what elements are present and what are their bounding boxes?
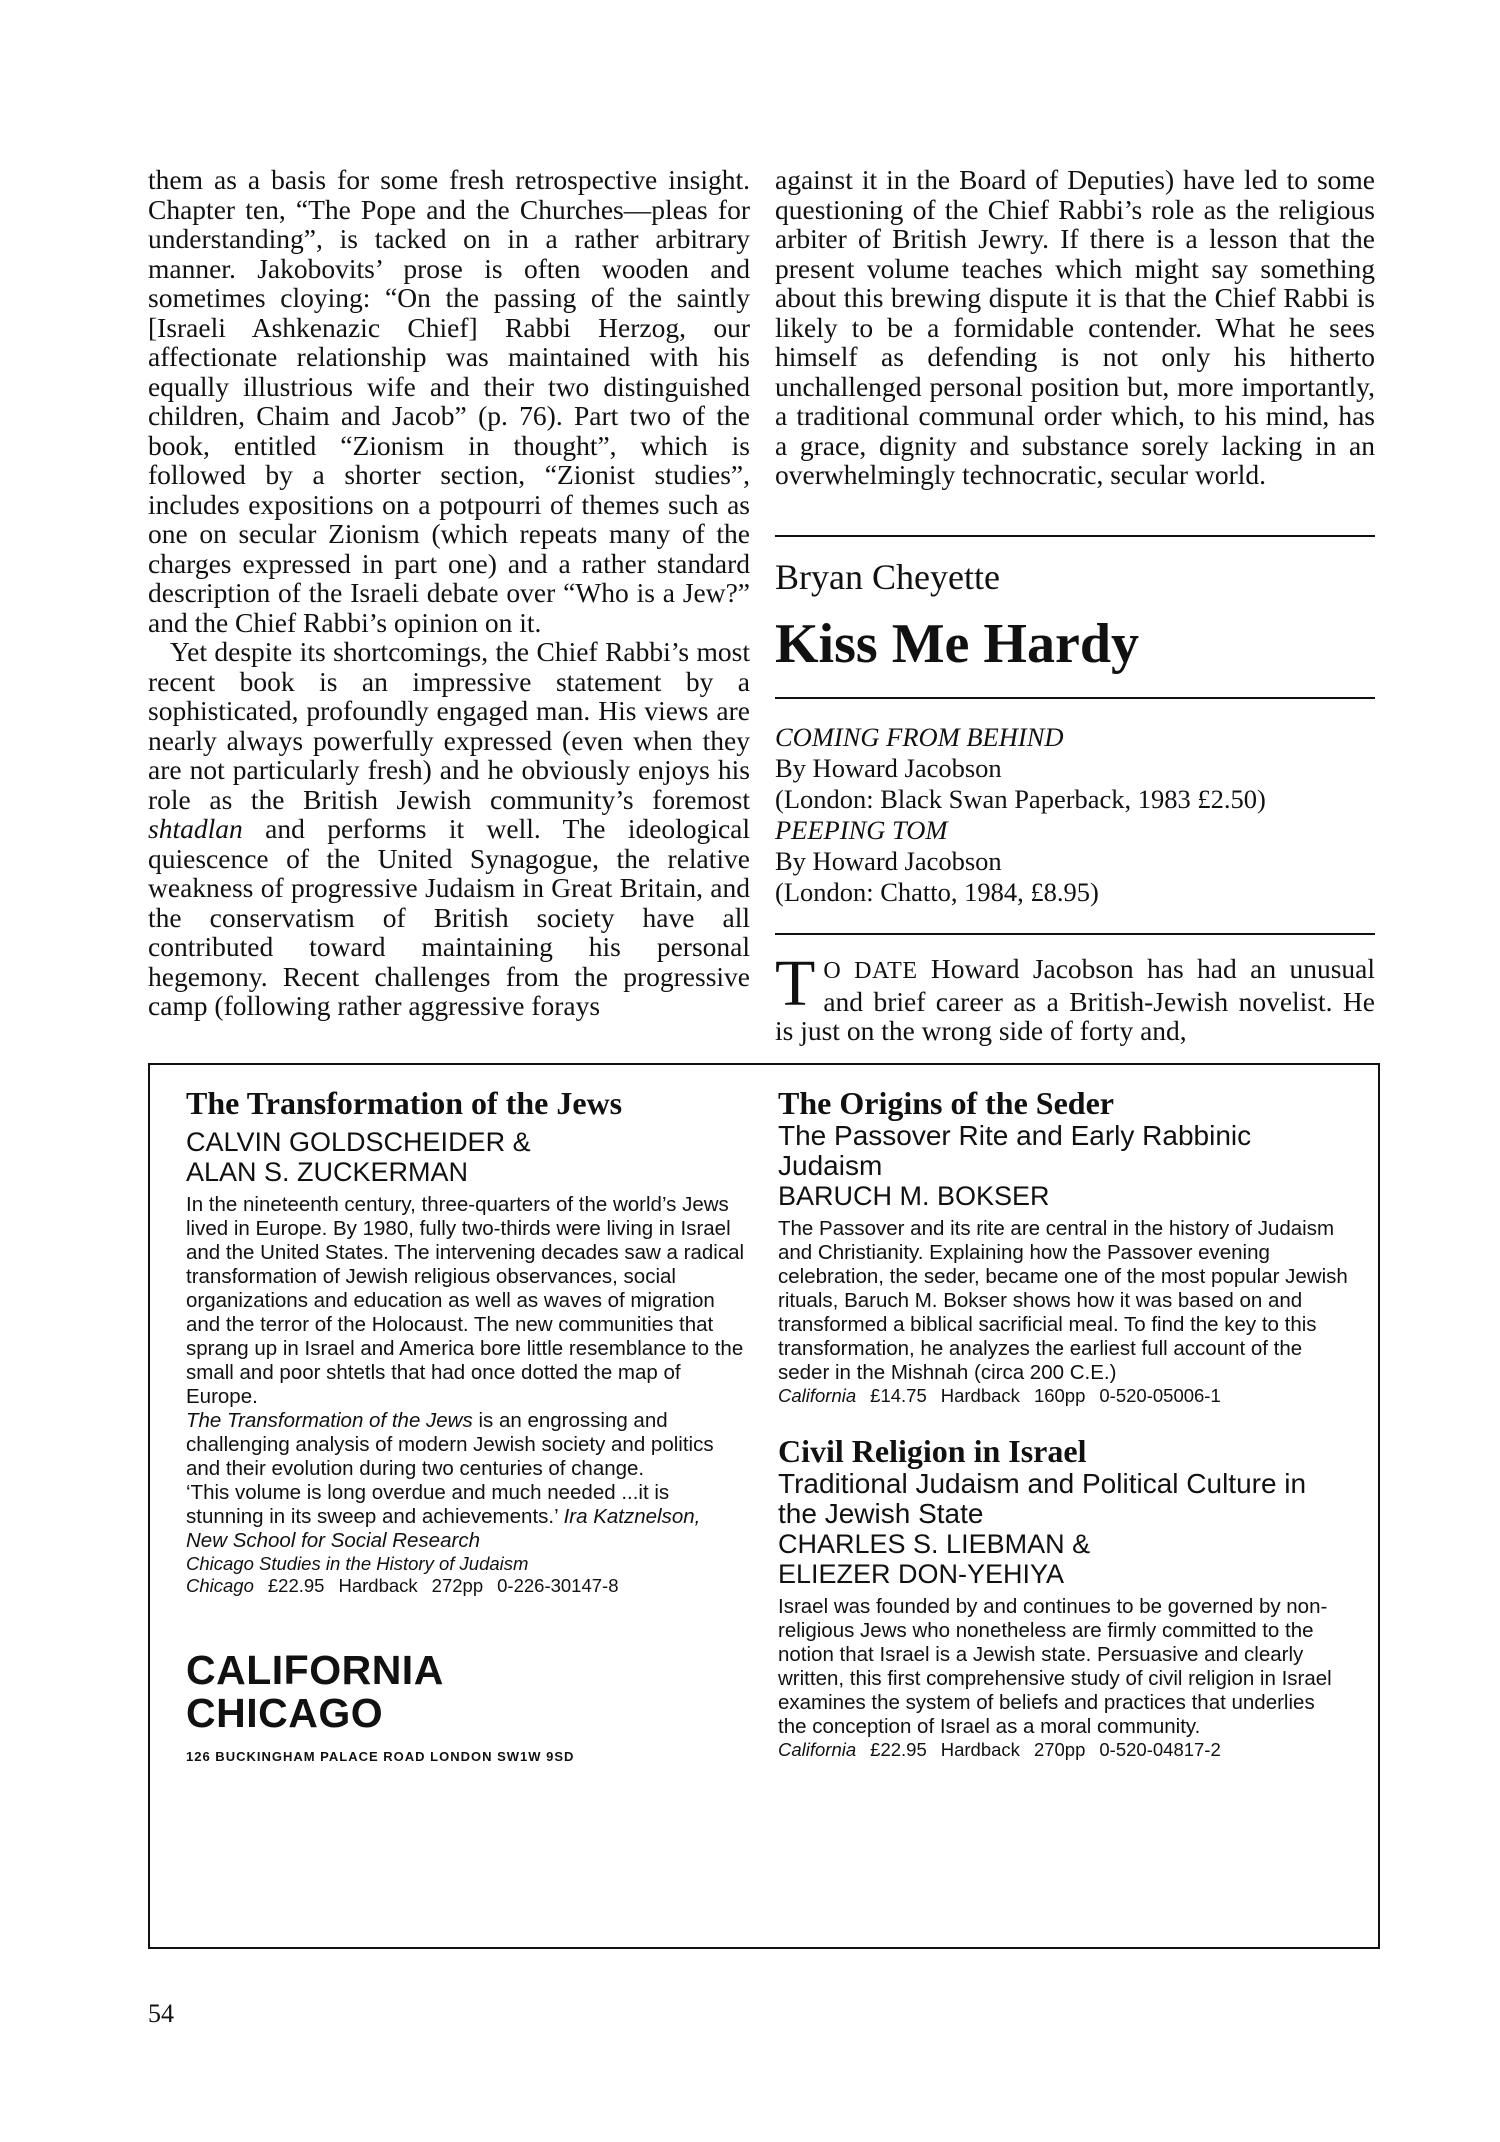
paragraph: against it in the Board of Deputies) have led to some questioning of the Chief Rabbi’s role as the religious arbiter of British Jewry. If there is a lesson that the present volume teaches which might say something about this brewing dispute it is that the Chief Rabbi is likely to be a formidable contender. What he sees himself as defending is not only his hitherto unchallenged personal position but, more importantly, a traditional communal order which, to his mind, has a grace, dignity and substance sorely lacking in an overwhelmingly technocratic, secular world. (775, 164, 1375, 490)
ad-price-line (778, 1385, 1348, 1407)
ad-quote (186, 1481, 746, 1553)
section-divider (775, 535, 1375, 537)
ad-format: Hardback (940, 1739, 1020, 1760)
paragraph (148, 637, 750, 1021)
page-number: 54 (148, 1999, 174, 2028)
ad-book-title: The Transformation of the Jews (186, 1085, 623, 1121)
ad-book-author: CHARLES S. LIEBMAN & (778, 1529, 1091, 1559)
ad-book-author: ELIEZER DON-YEHIYA (778, 1559, 1065, 1589)
publisher-name: CHICAGO (186, 1690, 384, 1736)
ad-book-description: Israel was founded by and continues to be governed by non-religious Jews who nonetheless are firmly committed to the notion that Israel is a Jewish state. Persuasive and clearly written, this first comprehensive study of civil religion in Israel examines the system of beliefs and practices that underlies the conception of Israel as a moral community. (778, 1595, 1332, 1738)
book-publication: (London: Chatto, 1984, £8.95) (775, 877, 1099, 907)
ad-price-line (778, 1739, 1348, 1761)
book-publication: (London: Black Swan Paperback, 1983 £2.50) (775, 784, 1266, 814)
ad-book-author: BARUCH M. BOKSER (778, 1181, 1050, 1211)
ad-pages: 270pp (1033, 1739, 1086, 1760)
ad-book-subtitle: Traditional Judaism and Political Culture in the Jewish State (778, 1468, 1307, 1529)
paragraph: them as a basis for some fresh retrospective insight. Chapter ten, “The Pope and the Churches—pleas for understanding”, is tacked on in a rather arbitrary manner. Jakobovits’ prose is often wooden and sometimes cloying: “On the passing of the saintly [Israeli Ashkenazic Chief] Rabbi Herzog, our affectionate relationship was maintained with his equally illustrious wife and their two distinguished children, Chaim and Jacob” (p. 76). Part two of the book, entitled “Zionism in thought”, which is followed by a shorter section, “Zionist studies”, includes expositions on a potpourri of themes such as one on secular Zionism (which repeats many of the charges expressed in part one) and a rather standard description of the Israeli debate over “Who is a Jew?” and the Chief Rabbi’s opinion on it. (148, 164, 750, 638)
ad-description-text: is an engrossing and challenging analysis of modern Jewish society and politics and their evolution during two centuries of change. (186, 1409, 714, 1480)
drop-cap: T (775, 947, 816, 1020)
ad-pages: 160pp (1033, 1385, 1086, 1406)
paragraph-text: and performs it well. The ideological quiescence of the United Synagogue, the relative weakness of progressive Judaism in Great Britain, and the conservatism of British society have all contributed toward maintaining his personal hegemony. Recent challenges from the progressive camp (following rather aggressive forays (148, 813, 750, 1021)
ad-book-title: The Origins of the Seder (778, 1085, 1114, 1121)
publisher-logo (186, 1649, 746, 1764)
ad-quote-source: Ira Katznelson, New School for Social Research (186, 1505, 701, 1552)
ad-isbn: 0-520-05006-1 (1099, 1385, 1221, 1406)
book-title: COMING FROM BEHIND (775, 722, 1064, 752)
opening-paragraph (775, 947, 1375, 1046)
ad-book-description: The Passover and its rite are central in the history of Judaism and Christianity. Explaining how the Passover evening celebration, the seder, became one of the most popular Jewish rituals, Baruch M. Bokser shows how it was based on and transformed a biblical sacrificial meal. To find the key to this transformation, he analyzes the earliest full account of the seder in the Mishnah (circa 200 C.E.) (778, 1217, 1348, 1384)
ad-format: Hardback (940, 1385, 1020, 1406)
ad-book-subtitle: The Passover Rite and Early Rabbinic Judaism (778, 1120, 1252, 1181)
ad-quote-text: ‘This volume is long overdue and much needed ...it is stunning in its sweep and achievements.’ (186, 1481, 670, 1528)
advertisement (148, 1063, 1380, 1949)
book-title: PEEPING TOM (775, 815, 948, 845)
publisher-address: 126 BUCKINGHAM PALACE ROAD LONDON SW1W 9SD (186, 1749, 575, 1764)
right-column (775, 165, 1375, 490)
ad-isbn: 0-226-30147-8 (497, 1575, 619, 1596)
ad-italic-title: The Transformation of the Jews (186, 1409, 473, 1432)
ad-right-column (778, 1085, 1348, 1761)
ad-book-author: ALAN S. ZUCKERMAN (186, 1157, 469, 1187)
ad-price: £22.95 (870, 1739, 927, 1760)
ad-left-column (186, 1085, 746, 1764)
ad-format: Hardback (338, 1575, 418, 1596)
ad-book-description (186, 1409, 746, 1481)
paragraph-text: Yet despite its shortcomings, the Chief Rabbi’s most recent book is an impressive statement by a sophisticated, profoundly engaged man. His views are nearly always powerfully expressed (even when they are not particularly fresh) and he obviously enjoys his role as the British Jewish community’s foremost (148, 636, 750, 815)
ad-price: £14.75 (870, 1385, 927, 1406)
opening-text: Howard Jacobson has had an unusual and brief career as a British-Jewish novelist. He is just on the wrong side of forty and, (775, 953, 1375, 1046)
review-author: Bryan Cheyette (775, 557, 1000, 597)
section-divider (775, 933, 1375, 935)
ad-publisher: Chicago (186, 1575, 254, 1596)
ad-book-title: Civil Religion in Israel (778, 1433, 1087, 1469)
ad-isbn: 0-520-04817-2 (1099, 1739, 1221, 1760)
section-divider (775, 697, 1375, 699)
left-column (148, 165, 750, 1021)
book-list (775, 722, 1266, 908)
ad-pages: 272pp (431, 1575, 484, 1596)
ad-series: Chicago Studies in the History of Judaism (186, 1553, 529, 1574)
book-author: By Howard Jacobson (775, 753, 1002, 783)
book-author: By Howard Jacobson (775, 846, 1002, 876)
ad-price-line (186, 1575, 746, 1597)
review-title: Kiss Me Hardy (775, 613, 1139, 675)
ad-publisher: California (778, 1739, 857, 1760)
publisher-name: CALIFORNIA (186, 1647, 444, 1693)
ad-book-description: In the nineteenth century, three-quarters of the world’s Jews lived in Europe. By 1980, fully two-thirds were living in Israel and the United States. The intervening decades saw a radical transformation of Jewish religious observances, social organizations and education as well as waves of migration and the terror of the Holocaust. The new communities that sprang up in Israel and America bore little resemblance to the small and poor shtetls that had once dotted the map of Europe. (186, 1193, 745, 1408)
ad-publisher: California (778, 1385, 857, 1406)
italic-term: shtadlan (148, 813, 243, 844)
ad-price: £22.95 (267, 1575, 325, 1596)
opening-caps: O DATE (823, 958, 918, 984)
ad-book-author: CALVIN GOLDSCHEIDER & (186, 1127, 531, 1157)
